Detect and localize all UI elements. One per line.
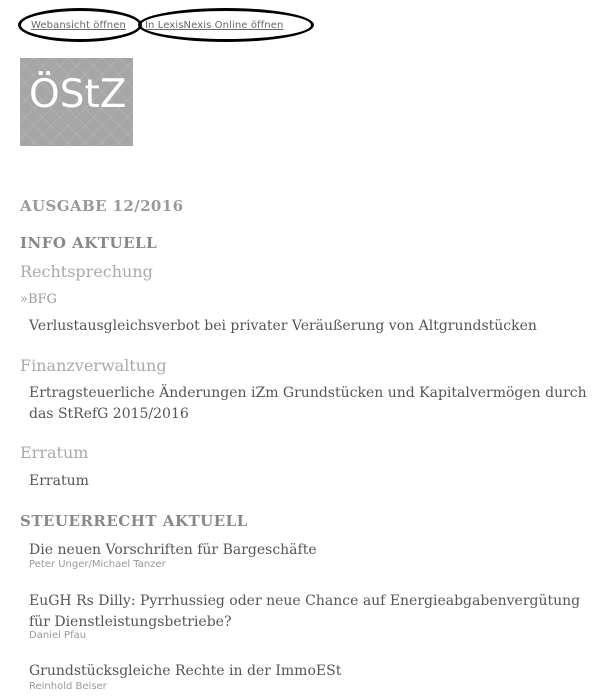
article-link[interactable]: Verlustausgleichsverbot bei privater Veräußerung von Altgrundstücken: [29, 318, 537, 334]
category-rechtsprechung: Rechtsprechung: [20, 262, 153, 281]
section-title-steuerrecht-aktuell: STEUERRECHT AKTUELL: [20, 512, 248, 530]
category-finanzverwaltung: Finanzverwaltung: [20, 356, 167, 375]
article-author: Reinhold Beiser: [29, 681, 107, 692]
article-link[interactable]: Ertragsteuerliche Änderungen iZm Grundstücken und Kapitalvermögen durch das StRefG 2015/2016: [29, 385, 587, 422]
article-author: Peter Unger/Michael Tanzer: [29, 559, 166, 570]
logo-text: ÖStZ: [29, 72, 127, 117]
article-link[interactable]: Erratum: [29, 473, 89, 489]
article-author: Daniel Pfau: [29, 630, 87, 641]
web-view-link[interactable]: Webansicht öffnen: [31, 20, 126, 31]
issue-label: AUSGABE 12/2016: [20, 197, 184, 215]
top-links: [18, 8, 318, 42]
section-title-info-aktuell: INFO AKTUELL: [20, 234, 158, 252]
article-link[interactable]: Grundstücksgleiche Rechte in der ImmoESt: [29, 663, 342, 679]
article-link[interactable]: Die neuen Vorschriften für Bargeschäfte: [29, 542, 317, 558]
subcategory-bfg: »BFG: [20, 292, 57, 307]
category-erratum: Erratum: [20, 443, 89, 462]
article-link[interactable]: EuGH Rs Dilly: Pyrrhussieg oder neue Chance auf Energieabgabenvergütung für Dienstleistungsbetriebe?: [29, 593, 581, 630]
lexisnexis-online-link[interactable]: In LexisNexis Online öffnen: [145, 20, 284, 31]
oestz-logo: [20, 58, 133, 146]
